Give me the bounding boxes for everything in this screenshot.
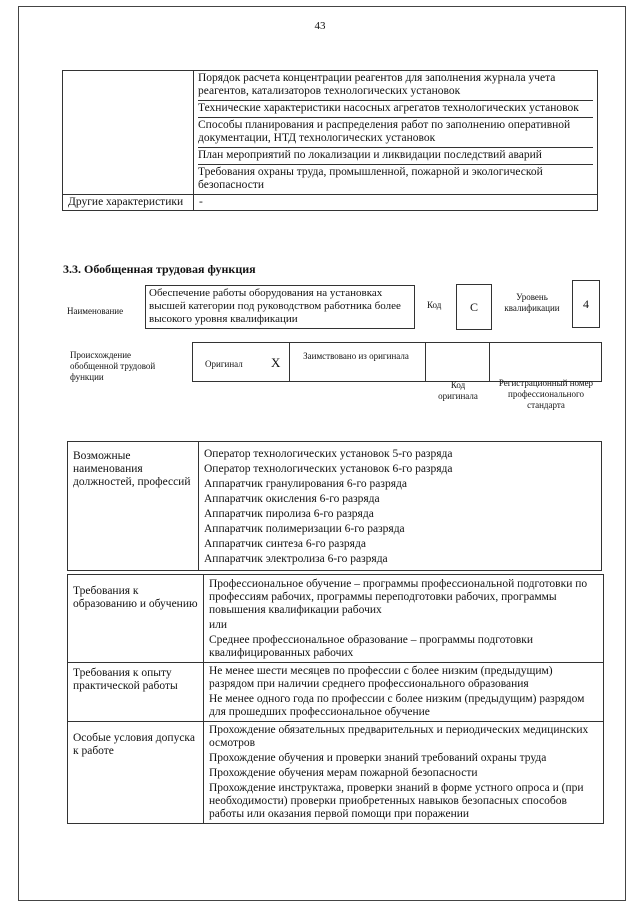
registration-caption: Регистрационный номер профессионального стандарта <box>498 378 594 410</box>
origin-divider <box>489 343 490 381</box>
other-characteristics-label: Другие характеристики <box>63 195 194 211</box>
position-item: Оператор технологических установок 5-го разряда <box>204 448 453 460</box>
education-or: или <box>209 619 228 631</box>
experience-text-2: Не менее одного года по профессии с более низким (предыдущим) разрядом для прошедших профессиональное обучение <box>209 693 585 718</box>
name-label: Наименование <box>67 306 124 316</box>
special-conditions-label: Особые условия допуска к работе <box>68 722 204 824</box>
knowledge-table <box>62 70 598 211</box>
position-item: Аппаратчик гранулирования 6-го разряда <box>204 478 407 490</box>
borrowed-label: Заимствовано из оригинала <box>303 351 409 361</box>
requirements-table <box>67 574 604 824</box>
function-name-box <box>145 285 415 329</box>
knowledge-item: Способы планирования и распределения работ по заполнению оперативной документации, НТД технологических установок <box>198 118 593 148</box>
knowledge-label-cell <box>63 71 194 195</box>
position-item: Аппаратчик полимеризации 6-го разряда <box>204 523 405 535</box>
experience-cell <box>204 663 604 722</box>
knowledge-item: Требования охраны труда, промышленной, пожарной и экологической безопасности <box>198 166 543 191</box>
section-title: 3.3. Обобщенная трудовая функция <box>63 262 256 276</box>
level-box <box>572 280 600 328</box>
special-conditions-cell <box>204 722 604 824</box>
other-characteristics-value: - <box>194 195 598 211</box>
knowledge-items-cell <box>194 71 598 195</box>
education-cell <box>204 575 604 663</box>
special-item: Прохождение обязательных предварительных и периодических медицинских осмотров <box>209 724 589 749</box>
function-name: Обеспечение работы оборудования на установках высшей категории под руководством работника более высокого уровня квалификации <box>149 287 401 325</box>
knowledge-item: План мероприятий по локализации и ликвидации последствий аварий <box>198 148 593 165</box>
page-number: 43 <box>314 20 326 32</box>
special-item: Прохождение инструктажа, проверки знаний в форме устного опроса и (при необходимости) проверки приобретенных навыков безопасных способов работы или оказания первой помощи при поражении <box>209 782 584 820</box>
position-item: Аппаратчик синтеза 6-го разряда <box>204 538 366 550</box>
experience-label: Требования к опыту практической работы <box>68 663 204 722</box>
position-item: Оператор технологических установок 6-го разряда <box>204 463 453 475</box>
origin-divider <box>425 343 426 381</box>
origin-divider <box>289 343 290 381</box>
position-item: Аппаратчик пиролиза 6-го разряда <box>204 508 374 520</box>
special-item: Прохождение обучения мерам пожарной безопасности <box>209 767 478 779</box>
education-text-2: Среднее профессиональное образование – программы подготовки квалифицированных рабочих <box>209 634 534 659</box>
original-mark: X <box>271 355 281 370</box>
positions-table <box>67 441 602 571</box>
education-text: Профессиональное обучение – программы профессиональной подготовки по профессиям рабочих, программы переподготовки рабочих, программы повышения квалификации рабочих <box>209 578 588 616</box>
special-item: Прохождение обучения и проверки знаний требований охраны труда <box>209 752 547 764</box>
level-label: Уровень квалификации <box>504 292 560 313</box>
original-label: Оригинал <box>205 359 243 369</box>
origin-label: Происхождение обобщенной трудовой функции <box>70 350 156 382</box>
level-value: 4 <box>583 297 589 311</box>
positions-list <box>199 442 602 571</box>
positions-label: Возможные наименования должностей, профессий <box>68 442 199 571</box>
origin-box <box>192 342 602 382</box>
knowledge-item: Технические характеристики насосных агрегатов технологических установок <box>198 101 593 118</box>
education-label: Требования к образованию и обучению <box>68 575 204 663</box>
code-box <box>456 284 492 330</box>
code-value: C <box>469 300 478 314</box>
experience-text: Не менее шести месяцев по профессии с более низким (предыдущим) разрядом при наличии среднего профессионального образования <box>209 665 553 690</box>
position-item: Аппаратчик окисления 6-го разряда <box>204 493 380 505</box>
code-original-caption: Код оригинала <box>438 380 478 401</box>
code-label: Код <box>427 300 442 310</box>
knowledge-item: Порядок расчета концентрации реагентов для заполнения журнала учета реагентов, катализаторов технологических установок <box>198 71 593 101</box>
position-item: Аппаратчик электролиза 6-го разряда <box>204 553 388 565</box>
